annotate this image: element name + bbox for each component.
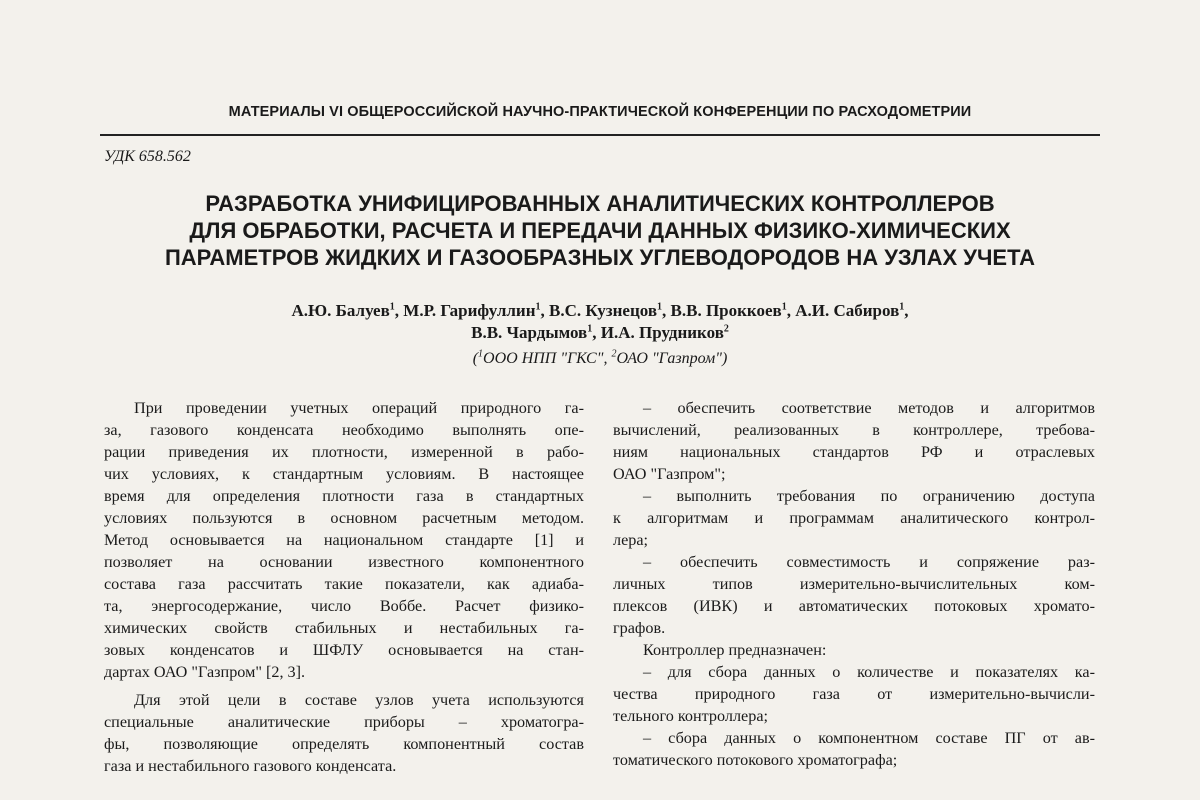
title-line: РАЗРАБОТКА УНИФИЦИРОВАННЫХ АНАЛИТИЧЕСКИХ КОНТРОЛЛЕРОВ (205, 191, 995, 216)
author-name: А.Ю. Балуев (291, 301, 390, 320)
left-column-text (104, 397, 584, 777)
author-separator: , (904, 301, 909, 320)
udk-code: УДК 658.562 (104, 148, 191, 165)
author-affiliation-mark: 2 (723, 323, 729, 335)
text-line: фы, позволяющие определять компонентный состав (104, 735, 584, 753)
text-line: к алгоритмам и программам аналитического контрол- (613, 509, 1095, 527)
author-affiliation-mark: 1 (587, 323, 593, 335)
author-list (100, 300, 1100, 344)
text-line: зовых конденсатов и ШФЛУ основывается на стан- (104, 641, 584, 659)
text-line: за, газового конденсата необходимо выполнять опе- (104, 421, 584, 439)
right-column-text (613, 397, 1095, 771)
text-line: тельного контроллера; (613, 707, 769, 725)
author-name: А.И. Сабиров (795, 301, 900, 320)
text-line: газа и нестабильного газового конденсата. (104, 757, 397, 775)
affiliation-org: ООО НПП "ГКС", (483, 350, 612, 367)
paper-title (60, 190, 1140, 271)
text-line: – сбора данных о компонентном составе ПГ от ав- (643, 729, 1095, 747)
text-line: лера; (613, 531, 649, 549)
text-line: рации приведения их плотности, измеренной в рабо- (104, 443, 584, 461)
text-line: ОАО "Газпром"; (613, 465, 726, 483)
text-line: вычислений, реализованных в контроллере, требова- (613, 421, 1095, 439)
author-separator: , (592, 323, 601, 342)
author-affiliation-mark: 1 (781, 301, 787, 313)
text-line: – обеспечить соответствие методов и алгоритмов (643, 399, 1095, 417)
text-line: позволяет на основании известного компонентного (104, 553, 584, 571)
text-line: графов. (613, 619, 666, 637)
text-line: Контроллер предназначен: (643, 641, 827, 659)
text-line: – обеспечить совместимость и сопряжение раз- (643, 553, 1095, 571)
text-line: состава газа рассчитать такие показатели, как адиаба- (104, 575, 584, 593)
affiliations (100, 350, 1100, 368)
header-rule (100, 134, 1100, 136)
text-line: – для сбора данных о количестве и показателях ка- (643, 663, 1095, 681)
author-name: В.С. Кузнецов (549, 301, 658, 320)
affiliation-mark: 2 (611, 348, 617, 360)
running-head: МАТЕРИАЛЫ VI ОБЩЕРОССИЙСКОЙ НАУЧНО-ПРАКТИЧЕСКОЙ КОНФЕРЕНЦИИ ПО РАСХОДОМЕТРИИ (228, 104, 972, 120)
author-name: В.В. Проккоев (670, 301, 782, 320)
affiliation-mark: 1 (478, 348, 484, 360)
text-line: Для этой цели в составе узлов учета используются (134, 691, 584, 709)
text-line: чих условиях, к стандартным условиям. В настоящее (104, 465, 584, 483)
author-name: В.В. Чардымов (471, 323, 588, 342)
author-name: И.А. Прудников (600, 323, 724, 342)
text-line: личных типов измерительно-вычислительных ком- (613, 575, 1095, 593)
author-separator: , (786, 301, 796, 320)
text-line: чества природного газа от измерительно-вычисли- (613, 685, 1095, 703)
author-name: М.Р. Гарифуллин (403, 301, 536, 320)
author-affiliation-mark: 1 (899, 301, 905, 313)
author-line (100, 322, 1100, 344)
author-separator: , (662, 301, 671, 320)
author-separator: , (540, 301, 550, 320)
affiliation-open: ( (472, 350, 479, 367)
text-line: время для определения плотности газа в стандартных (104, 487, 584, 505)
title-line: ДЛЯ ОБРАБОТКИ, РАСЧЕТА И ПЕРЕДАЧИ ДАННЫХ ФИЗИКО-ХИМИЧЕСКИХ (189, 218, 1011, 243)
text-line: условиях пользуются в основном расчетным методом. (104, 509, 584, 527)
text-line: специальные аналитические приборы – хроматогра- (104, 713, 584, 731)
text-line: – выполнить требования по ограничению доступа (643, 487, 1095, 505)
author-line (100, 300, 1100, 322)
text-line: Метод основывается на национальном стандарте [1] и (104, 531, 584, 549)
text-line: та, энергосодержание, число Воббе. Расчет физико- (104, 597, 584, 615)
title-line: ПАРАМЕТРОВ ЖИДКИХ И ГАЗООБРАЗНЫХ УГЛЕВОДОРОДОВ НА УЗЛАХ УЧЕТА (164, 245, 1036, 270)
author-affiliation-mark: 1 (389, 301, 395, 313)
text-line: При проведении учетных операций природного га- (134, 399, 584, 417)
author-separator: , (394, 301, 404, 320)
text-line: ниям национальных стандартов РФ и отраслевых (613, 443, 1095, 461)
text-line: томатического потокового хроматографа; (613, 751, 898, 769)
text-line: химических свойств стабильных и нестабильных га- (104, 619, 584, 637)
author-affiliation-mark: 1 (535, 301, 541, 313)
text-line: плексов (ИВК) и автоматических потоковых хромато- (613, 597, 1095, 615)
text-line: дартах ОАО "Газпром" [2, 3]. (104, 663, 306, 681)
affiliation-org: ОАО "Газпром") (616, 350, 728, 367)
author-affiliation-mark: 1 (657, 301, 663, 313)
